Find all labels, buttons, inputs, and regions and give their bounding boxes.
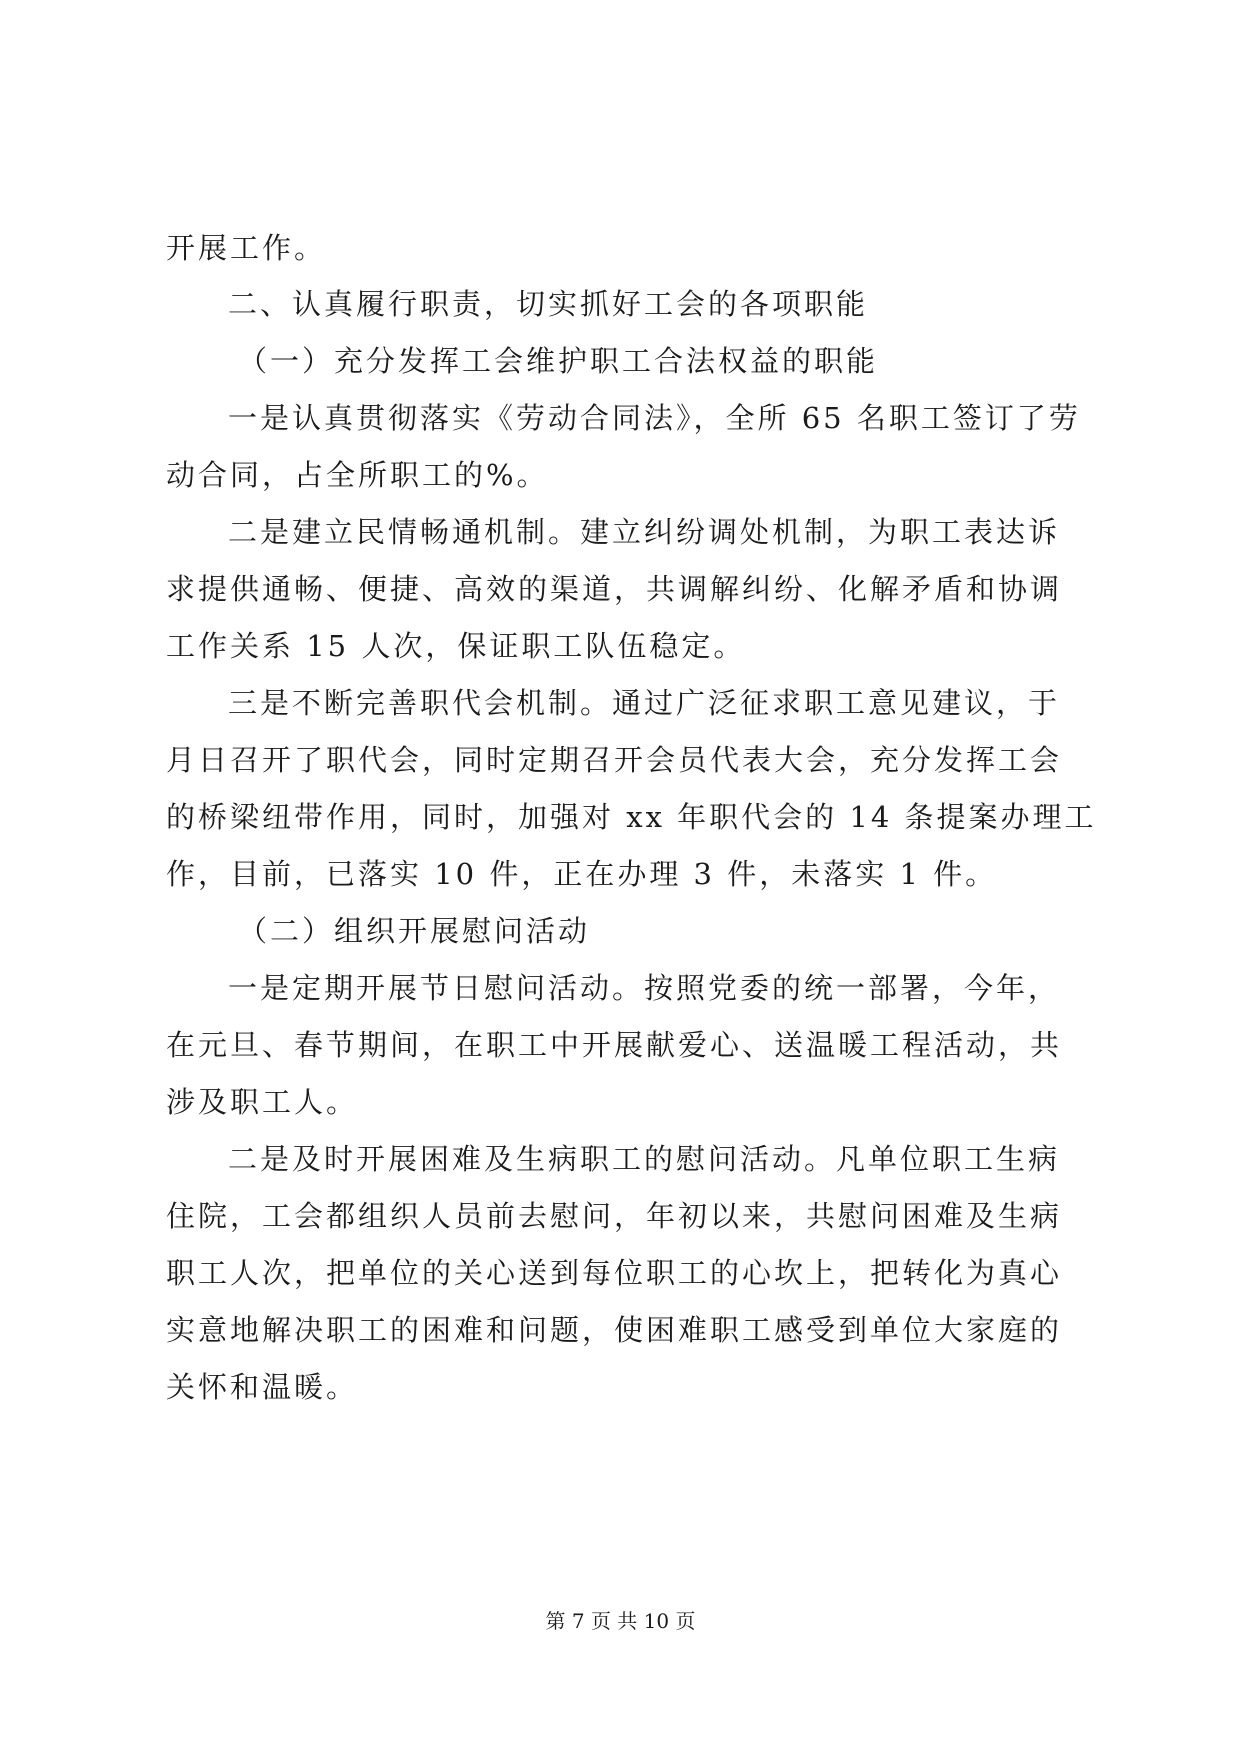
subsection-heading: （一）充分发挥工会维护职工合法权益的职能 (238, 344, 879, 378)
text-line: 涉及职工人。 (166, 1085, 359, 1119)
text-line: 职工人次，把单位的关心送到每位职工的心坎上，把转化为真心 (166, 1256, 1063, 1290)
text-line: 工作关系 15 人次，保证职工队伍稳定。 (166, 629, 746, 663)
text-line: 作，目前，已落实 10 件，正在办理 3 件，未落实 1 件。 (166, 857, 998, 891)
text-line: 二是及时开展困难及生病职工的慰问活动。凡单位职工生病 (228, 1142, 1061, 1176)
text-line: 关怀和温暖。 (166, 1370, 359, 1404)
text-line: 月日召开了职代会，同时定期召开会员代表大会，充分发挥工会 (166, 743, 1063, 777)
text-line: 一是定期开展节日慰问活动。按照党委的统一部署，今年， (228, 971, 1061, 1005)
text-line: 三是不断完善职代会机制。通过广泛征求职工意见建议，于 (228, 686, 1061, 720)
text-line: 一是认真贯彻落实《劳动合同法》，全所 65 名职工签订了劳 (228, 401, 1081, 435)
section-heading: 二、认真履行职责，切实抓好工会的各项职能 (228, 287, 869, 321)
text-line: 实意地解决职工的困难和问题，使困难职工感受到单位大家庭的 (166, 1313, 1063, 1347)
text-line: 在元旦、春节期间，在职工中开展献爱心、送温暖工程活动，共 (166, 1028, 1063, 1062)
text-line: 动合同，占全所职工的%。 (166, 458, 549, 492)
text-line: 住院，工会都组织人员前去慰问，年初以来，共慰问困难及生病 (166, 1199, 1063, 1233)
text-line: 开展工作。 (166, 231, 327, 265)
text-line: 求提供通畅、便捷、高效的渠道，共调解纠纷、化解矛盾和协调 (166, 572, 1063, 606)
text-line: 的桥梁纽带作用，同时，加强对 xx 年职代会的 14 条提案办理工 (166, 800, 1097, 834)
subsection-heading: （二）组织开展慰问活动 (238, 914, 591, 948)
text-line: 二是建立民情畅通机制。建立纠纷调处机制，为职工表达诉 (228, 515, 1061, 549)
page-number-footer: 第 7 页 共 10 页 (545, 1609, 696, 1633)
